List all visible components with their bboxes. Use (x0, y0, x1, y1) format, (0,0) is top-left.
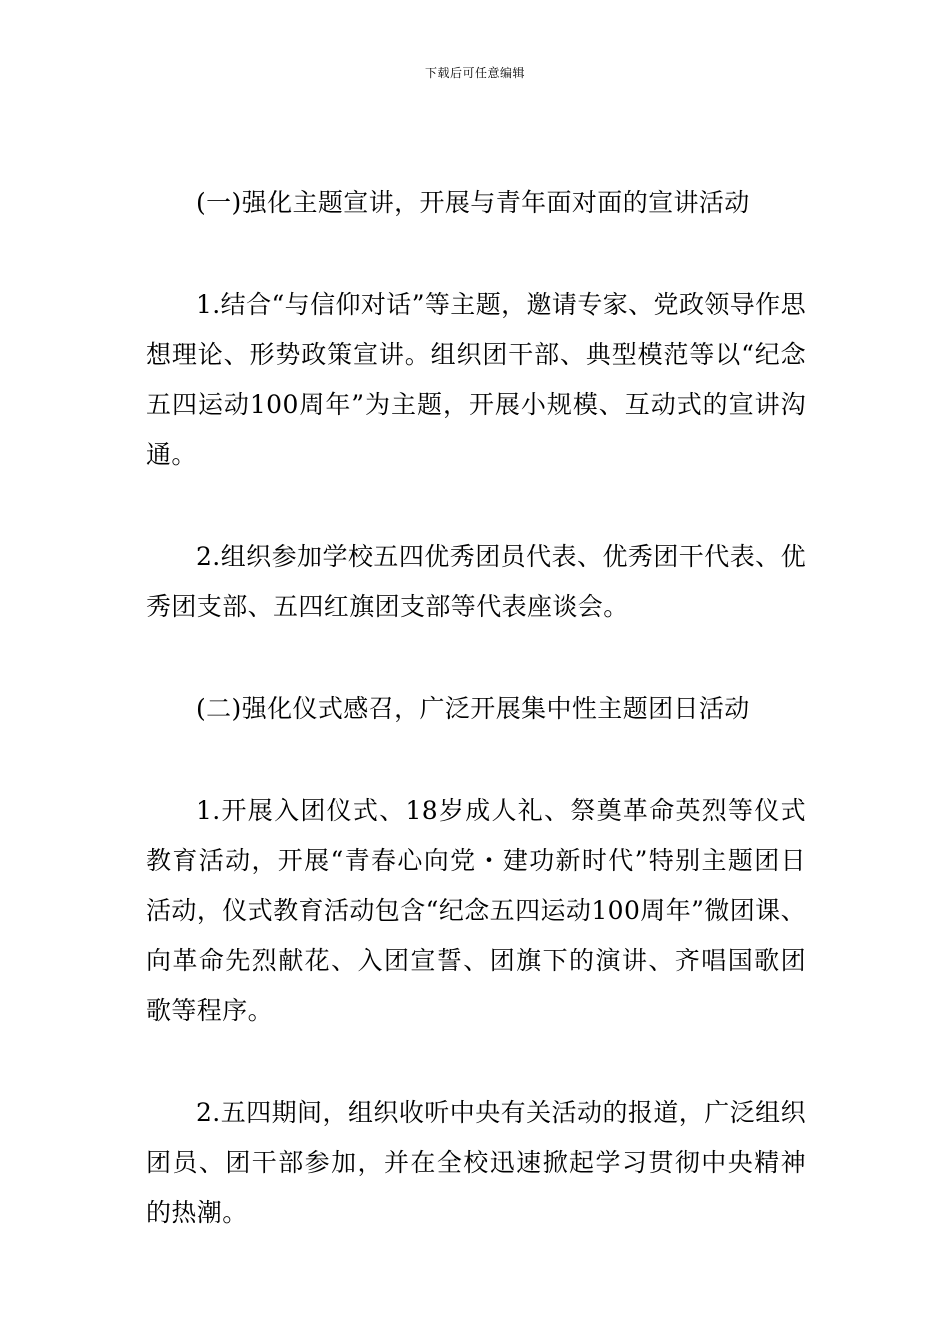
spacer (146, 228, 806, 280)
section-heading-2: (二)强化仪式感召，广泛开展集中性主题团日活动 (196, 694, 750, 723)
document-body (146, 178, 806, 1238)
spacer (146, 632, 806, 684)
section-2-item-2: 2.五四期间，组织收听中央有关活动的报道，广泛组织团员、团干部参加，并在全校迅速掀起学习贯彻中央精神的热潮。 (146, 1098, 806, 1227)
section-1-item-1: 1.结合“与信仰对话”等主题，邀请专家、党政领导作思想理论、形势政策宣讲。组织团干部、典型模范等以“纪念五四运动100周年”为主题，开展小规模、互动式的宣讲沟通。 (146, 290, 806, 469)
spacer (146, 480, 806, 532)
spacer (146, 1036, 806, 1088)
section-2-item-1: 1.开展入团仪式、18岁成人礼、祭奠革命英烈等仪式教育活动，开展“青春心向党・建功新时代”特别主题团日活动，仪式教育活动包含“纪念五四运动100周年”微团课、向革命先烈献花、入团宣誓、团旗下的演讲、齐唱国歌团歌等程序。 (146, 796, 806, 1025)
section-heading-1: (一)强化主题宣讲，开展与青年面对面的宣讲活动 (196, 188, 750, 217)
spacer (146, 734, 806, 786)
page-header: 下载后可任意编辑 (424, 66, 525, 80)
section-1-item-2: 2.组织参加学校五四优秀团员代表、优秀团干代表、优秀团支部、五四红旗团支部等代表座谈会。 (146, 542, 806, 621)
